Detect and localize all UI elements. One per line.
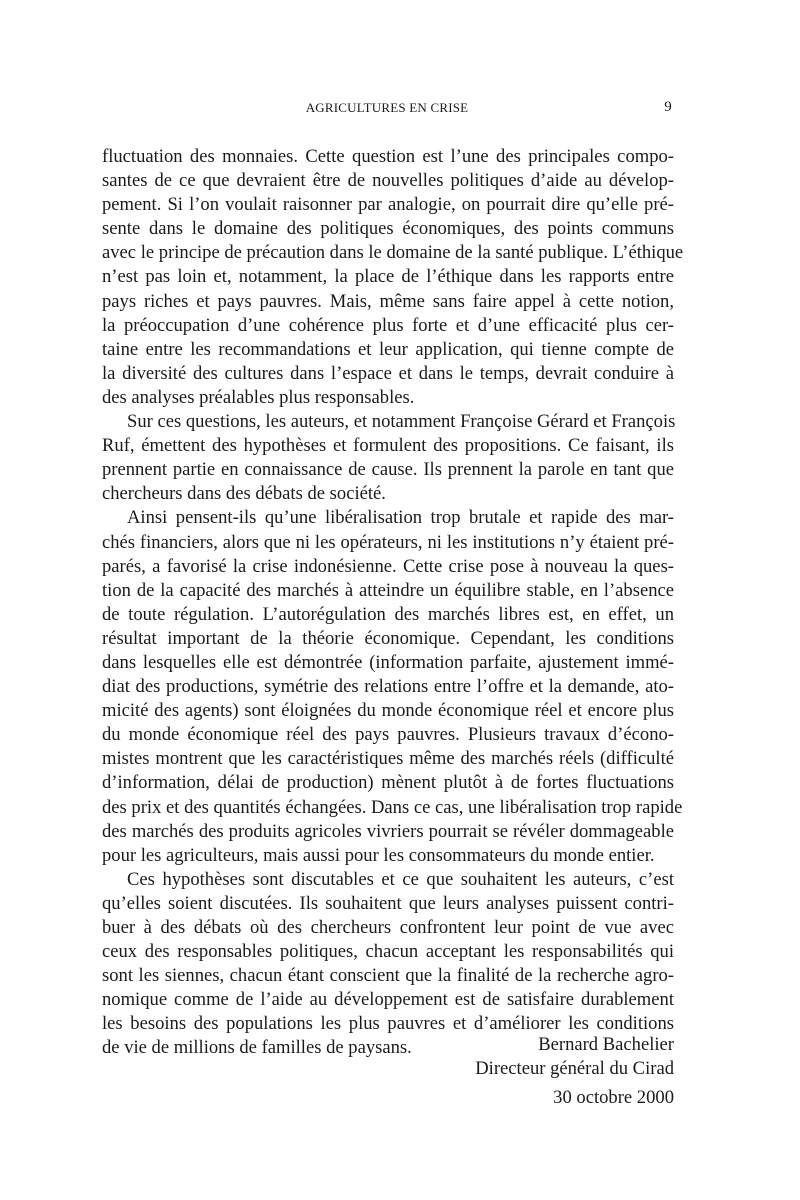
text-line: Ainsi pensent-ils qu’une libéralisation trop brutale et rapide des mar- — [127, 507, 674, 529]
body-text — [102, 145, 684, 1061]
text-line: de vie de millions de familles de paysans. — [102, 1037, 412, 1059]
paragraph — [102, 410, 674, 506]
text-line: les besoins des populations les plus pauvres et d’améliorer les conditions — [102, 1013, 674, 1035]
text-line: santes de ce que devraient être de nouvelles politiques d’aide au dévelop- — [102, 170, 674, 192]
text-line: mistes montrent que les caractéristiques même des marchés réels (difficulté — [102, 748, 674, 770]
text-line: ceux des responsables politiques, chacun acceptant les responsabilités qui — [102, 941, 674, 963]
text-line: nomique comme de l’aide au développement est de satisfaire durablement — [102, 989, 674, 1011]
text-line: fluctuation des monnaies. Cette question est l’une des principales compo- — [102, 146, 674, 167]
text-line: de toute régulation. L’autorégulation des marchés libres est, en effet, un — [102, 603, 674, 625]
text-line: sont les siennes, chacun étant conscient que la finalité de la recherche agro- — [102, 965, 674, 987]
signature-role: Directeur général du Cirad — [475, 1058, 674, 1079]
page-number: 9 — [664, 99, 672, 115]
text-line: d’information, délai de production) mènent plutôt à de fortes fluctuations — [102, 772, 674, 794]
text-line: chercheurs dans des débats de société. — [102, 483, 386, 505]
text-line: des prix et des quantités échangées. Dans ce cas, une libéralisation trop rapide — [102, 796, 683, 818]
text-line: dans lesquelles elle est démontrée (information parfaite, ajustement immé- — [102, 651, 674, 673]
signature-date: 30 octobre 2000 — [553, 1087, 674, 1108]
text-line: Sur ces questions, les auteurs, et notamment Françoise Gérard et François — [127, 411, 676, 433]
text-line: diat des productions, symétrie des relations entre l’offre et la demande, ato- — [102, 676, 674, 698]
text-line: pour les agriculteurs, mais aussi pour les consommateurs du monde entier. — [102, 844, 655, 866]
text-line: pement. Si l’on voulait raisonner par analogie, on pourrait dire qu’elle pré- — [102, 194, 674, 216]
text-line: micité des agents) sont éloignées du monde économique réel et encore plus — [102, 700, 674, 722]
text-line: avec le principe de précaution dans le domaine de la santé publique. L’éthique — [102, 242, 684, 264]
text-line: pays riches et pays pauvres. Mais, même sans faire appel à cette notion, — [102, 290, 674, 312]
text-line: parés, a favorisé la crise indonésienne. Cette crise pose à nouveau la ques- — [102, 555, 674, 577]
text-line: tion de la capacité des marchés à atteindre un équilibre stable, en l’absence — [102, 579, 674, 601]
text-line: chés financiers, alors que ni les opérateurs, ni les institutions n’y étaient pré- — [102, 531, 674, 553]
text-line: des marchés des produits agricoles vivriers pourrait se révéler dommageable — [102, 820, 674, 842]
paragraph — [102, 868, 674, 1061]
text-line: la diversité des cultures dans l’espace et dans le temps, devrait conduire à — [102, 362, 674, 384]
text-line: qu’elles soient discutées. Ils souhaitent que leurs analyses puissent contri- — [102, 892, 674, 914]
paragraph — [102, 506, 683, 867]
text-line: du monde économique réel des pays pauvres. Plusieurs travaux d’écono- — [102, 724, 674, 746]
text-line: taine entre les recommandations et leur application, qui tienne compte de — [102, 338, 674, 360]
text-line: buer à des débats où des chercheurs confrontent leur point de vue avec — [102, 917, 674, 938]
text-line: n’est pas loin et, notamment, la place de l’éthique dans les rapports entre — [102, 266, 674, 288]
text-line: des analyses préalables plus responsables. — [102, 386, 415, 408]
running-title: AGRICULTURES EN CRISE — [305, 100, 469, 115]
text-line: Ces hypothèses sont discutables et ce que souhaitent les auteurs, c’est — [127, 868, 674, 890]
paragraph — [102, 145, 684, 410]
running-header — [102, 100, 672, 120]
text-line: résultat important de la théorie économique. Cependant, les conditions — [102, 627, 674, 649]
text-line: sente dans le domaine des politiques économiques, des points communs — [102, 218, 674, 240]
text-line: prennent partie en connaissance de cause. Ils prennent la parole en tant que — [102, 459, 674, 481]
text-line: la préoccupation d’une cohérence plus forte et d’une efficacité plus cer- — [102, 314, 674, 336]
signature-name: Bernard Bachelier — [538, 1034, 674, 1055]
text-line: Ruf, émettent des hypothèses et formulent des propositions. Ce faisant, ils — [102, 435, 674, 457]
